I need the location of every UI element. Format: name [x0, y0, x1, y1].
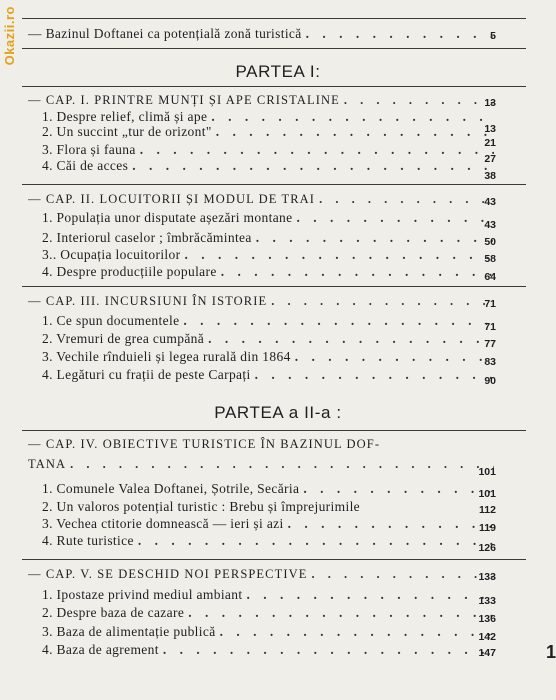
section-entry [42, 158, 498, 174]
section-label: 3.. Ocupația locuitorilor [42, 247, 181, 262]
dot-leader [140, 142, 494, 158]
section-entry [42, 533, 498, 549]
page-number: 136 [478, 613, 496, 625]
page-number: 71 [484, 298, 496, 310]
dot-leader [163, 642, 494, 658]
chapter-entry [28, 192, 498, 208]
page-number: 38 [484, 170, 496, 182]
section-entry [42, 624, 498, 640]
section-label: 2. Interiorul caselor ; îmbrăcămintea [42, 230, 252, 245]
section-entry [42, 142, 498, 158]
section-label: 4. Baza de agrement [42, 642, 159, 657]
dot-leader [138, 533, 494, 549]
divider [22, 48, 526, 49]
page-number: 101 [478, 466, 496, 478]
section-label: 3. Vechile rînduieli și legea rurală din 1864 [42, 349, 291, 364]
page-number: 13 [484, 97, 496, 109]
section-label: 3. Flora și fauna [42, 142, 136, 157]
page-number: 101 [478, 488, 496, 500]
section-entry [42, 313, 498, 329]
dot-leader [188, 605, 494, 621]
chapter-title: — CAP. IV. OBIECTIVE TURISTICE ÎN BAZINUL DOF- [28, 437, 381, 451]
part-heading: PARTEA I: [235, 62, 321, 81]
page-edge-glyph: 1 [545, 642, 556, 662]
section-label: 4. Legături cu frații de peste Carpați [42, 367, 251, 382]
page-number: 64 [484, 271, 496, 283]
chapter-title: — CAP. V. SE DESCHID NOI PERSPECTIVE [28, 567, 308, 581]
watermark-logo: Okazii.ro [2, 6, 17, 66]
page-number: 126 [478, 542, 496, 554]
section-entry [42, 331, 498, 347]
chapter-entry [28, 567, 498, 583]
section-entry [42, 587, 498, 603]
section-label: 4. Căi de acces [42, 158, 129, 173]
section-label: 1. Populația unor disputate așezări montane [42, 210, 293, 225]
section-label: 2. Un valoros potențial turistic : Brebu și împrejurimile [42, 499, 361, 514]
section-entry [42, 124, 498, 140]
page-number: 27 [484, 153, 496, 165]
divider [22, 184, 526, 185]
chapter-entry [28, 437, 506, 453]
dot-leader [184, 247, 494, 263]
dot-leader [208, 331, 494, 347]
chapter-entry-continued [28, 457, 498, 473]
section-entry [42, 247, 498, 263]
section-entry [42, 210, 498, 226]
page-number: 71 [484, 321, 496, 333]
section-label: 1. Despre relief, climă și ape [42, 109, 208, 124]
section-entry [42, 605, 498, 621]
page-number: 147 [478, 647, 496, 659]
divider [22, 286, 526, 287]
section-entry [42, 230, 498, 246]
page-number: 133 [478, 571, 496, 583]
page-number: 119 [479, 522, 496, 534]
page-number: 133 [478, 595, 496, 607]
dot-leader [183, 313, 494, 329]
divider [22, 559, 526, 560]
page-number: 112 [479, 504, 496, 516]
page-number: 50 [484, 236, 496, 248]
dot-leader [216, 124, 494, 140]
section-label: 1. Ce spun documentele [42, 313, 180, 328]
dot-leader [132, 158, 494, 174]
section-label: 1. Ipostaze privind mediul ambiant [42, 587, 243, 602]
section-label: 2. Un succint „tur de orizont" [42, 124, 212, 139]
section-entry [42, 516, 498, 532]
divider [22, 430, 526, 431]
section-label: 4. Rute turistice [42, 533, 134, 548]
page-number: 58 [484, 253, 496, 265]
section-entry [42, 109, 498, 125]
section-entry [42, 349, 498, 365]
page-number: 142 [478, 631, 496, 643]
page-number: 83 [484, 356, 496, 368]
page-number: 13 [484, 123, 496, 135]
section-entry [42, 642, 498, 658]
page-number: 90 [484, 375, 496, 387]
page-number: 77 [484, 338, 496, 350]
section-label: 3. Vechea ctitorie domnească — ieri și azi [42, 516, 284, 531]
section-entry [42, 499, 498, 515]
divider [22, 86, 526, 87]
toc-entry-intro [28, 26, 498, 42]
section-entry [42, 367, 498, 383]
page-number: 21 [484, 137, 496, 149]
page-number: 5 [490, 30, 496, 42]
dot-leader [221, 264, 494, 280]
page-number: 43 [484, 219, 496, 231]
dot-leader [220, 624, 494, 640]
chapter-entry [28, 294, 498, 310]
chapter-title: TANA [28, 457, 67, 471]
chapter-title: — CAP. II. LOCUITORII ȘI MODUL DE TRAI [28, 192, 316, 206]
section-label: 2. Despre baza de cazare [42, 605, 185, 620]
divider [22, 18, 526, 19]
section-entry [42, 264, 498, 280]
part-heading: PARTEA a II-a : [214, 403, 342, 422]
dot-leader [211, 109, 494, 125]
dot-leader [70, 457, 494, 472]
section-label: 1. Comunele Valea Doftanei, Șotrile, Secăria [42, 481, 300, 496]
section-label: 4. Despre producțiile populare [42, 264, 217, 279]
chapter-entry [28, 93, 498, 109]
chapter-title: — CAP. I. PRINTRE MUNȚI ȘI APE CRISTALINE [28, 93, 340, 107]
chapter-title: — CAP. III. INCURSIUNI ÎN ISTORIE [28, 294, 268, 308]
section-label: 3. Baza de alimentație publică [42, 624, 216, 639]
entry-title: — Bazinul Doftanei ca potențială zonă turistică [28, 26, 302, 41]
section-entry [42, 481, 498, 497]
page-number: 43 [484, 196, 496, 208]
section-label: 2. Vremuri de grea cumpănă [42, 331, 205, 346]
